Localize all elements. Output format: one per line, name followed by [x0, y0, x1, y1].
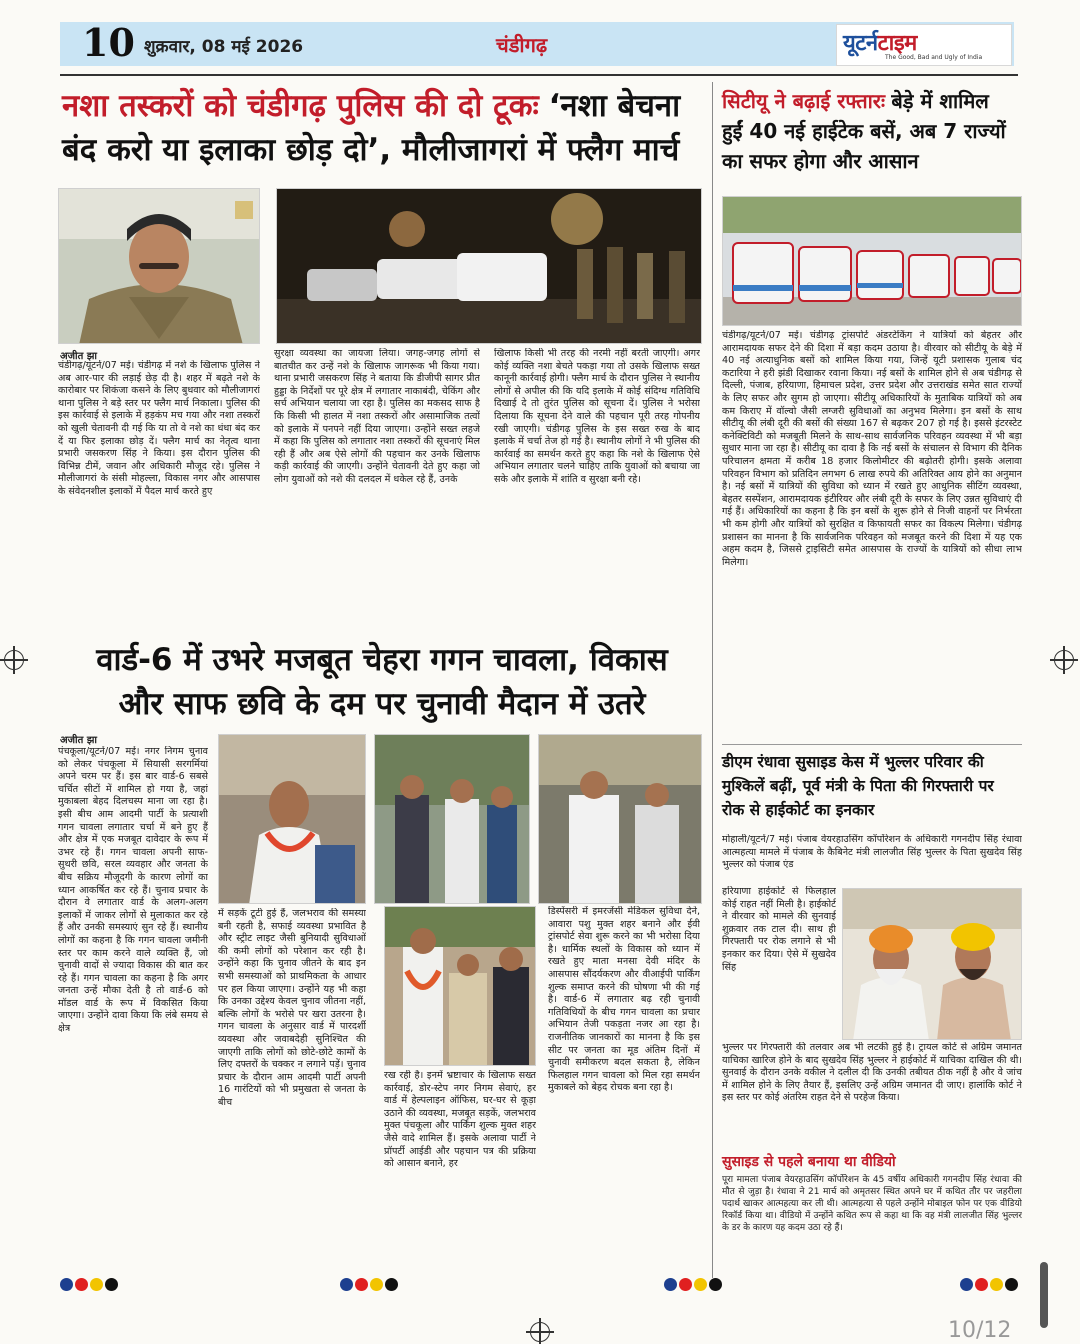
story3-headline-black-3: का सफर होगा और आसान [722, 149, 919, 173]
section-city: चंडीगढ़ [496, 33, 548, 57]
logo-text-2: टाइम [877, 31, 917, 56]
story2-headline-1: वार्ड-6 में उभरे मजबूत चेहरा गगन चावला, विकास [96, 642, 668, 678]
story2-headline-2: और साफ छवि के दम पर चुनावी मैदान में उतरे [118, 686, 646, 722]
story-divider [722, 744, 1022, 745]
scrollbar[interactable] [1040, 1262, 1048, 1328]
story1-byline: अजीत झा [60, 351, 97, 362]
story4-cont: भुल्लर पर गिरफ्तारी की तलवार अब भी लटकी हुई है। ट्रायल कोर्ट से अग्रिम जमानत याचिका खारिज होने के बाद सुखदेव सिंह भुल्लर ने हाईकोर्ट में याचिका दाखिल की थी। सुनवाई के दौरान उनके वकील ने दलील दी कि उनकी तबीयत ठीक नहीं है और वे जांच में शामिल होने के लिए तैयार हैं, इसलिए उन्हें अग्रिम जमानत दी जाए। हालांकि कोर्ट ने इस स्तर पर कोई अंतरिम राहत देने से परहेज किया। [722, 1042, 1022, 1104]
registration-dots-3 [664, 1276, 724, 1295]
column-divider [712, 82, 713, 1278]
registration-dots-2 [340, 1276, 400, 1295]
story4-headline-2: मुश्किलें बढ़ीं, पूर्व मंत्री के पिता की गिरफ्तारी पर [722, 777, 994, 795]
story2-headline [60, 638, 704, 726]
story4-side: हरियाणा हाईकोर्ट से फिलहाल कोई राहत नहीं मिली है। हाईकोर्ट ने वीरवार को मामले की सुनवाई शुक्रवार तक टाल दी। साथ ही गिरफ्तारी पर रोक लगाने से भी इनकार कर दिया। ऐसे में सुखदेव सिंह [722, 886, 836, 973]
story2-col4: डिस्पेंसरी में इमरजेंसी मेडिकल सुविधा देने, आवारा पशु मुक्त शहर बनाने और ईवी ट्रांसपोर्ट सेवा शुरू करने का भी भरोसा दिया है। धार्मिक स्थलों के विकास को ध्यान में रखते हुए माता मनसा देवी मंदिर के आसपास सौंदर्यकरण और वीआईपी पार्किंग शुल्क समाप्त करने की घोषणा भी की गई है। वार्ड-6 में लगातार बढ़ रही चुनावी गतिविधियों के बीच गगन चावला का प्रचार अभियान तेजी पकड़ता नजर आ रहा है। राजनीतिक जानकारों का मानना है कि इस सीट पर जनता का मूड अंतिम दिनों में चुनावी समीकरण बदल सकता है, लेकिन फिलहाल गगन चावला को मिल रहा समर्थन मुकाबले को बेहद रोचक बना रहा है। [548, 906, 700, 1094]
story4-headline-1: डीएम रंधावा सुसाइड केस में भुल्लर परिवार की [722, 753, 984, 771]
police-officer-portrait [58, 188, 260, 344]
campaign-photo-1 [218, 734, 366, 904]
story1-col1: चंडीगढ़/यूटर्न/07 मई। चंडीगढ़ में नशे के खिलाफ पुलिस ने अब आर-पार की लड़ाई छेड़ दी है। शहर में बढ़ते नशे के कारोबार पर शिकंजा कसने के लिए बुधवार को मौलीजागरां थाना पुलिस ने बड़े स्तर पर फ्लैग मार्च निकाला। पुलिस की इस कार्रवाई से इलाके में हड़कंप मच गया और नशा तस्करों को खुली चेतावनी दी गई कि या तो वे नशे का धंधा बंद कर दें या फिर इलाका छोड़ दें। फ्लैग मार्च का नेतृत्व थाना प्रभारी जसकरण सिंह ने किया। इस दौरान पुलिस की विभिन्न टीमें, जवान और अधिकारी मौजूद रहे। पुलिस ने मौलीजागरां के संसी मोहल्ला, विकास नगर और आसपास के संवेदनशील इलाकों में पैदल मार्च करते हुए [58, 360, 260, 497]
story3-headline-red: सिटीयू ने बढ़ाई रफ्तारः [722, 89, 885, 113]
masthead-logo [836, 24, 1012, 66]
story1-headline [62, 84, 702, 172]
registration-mark-bottom [530, 1322, 550, 1342]
page-indicator: 10/12 [948, 1318, 1012, 1343]
registration-dots-4 [960, 1276, 1020, 1295]
story2-byline: अजीत झा [60, 735, 97, 746]
story4-lead: मोहाली/यूटर्न/7 मई। पंजाब वेयरहाउसिंग कॉर्पोरेशन के अधिकारी गगनदीप सिंह रंधावा आत्महत्या मामले में पंजाब के कैबिनेट मंत्री लालजीत सिंह भुल्लर के पिता सुखदेव सिंह भुल्लर को पंजाब एंड [722, 834, 1022, 871]
campaign-photo-4 [384, 906, 536, 1066]
story3-body: चंडीगढ़/यूटर्न/07 मई। चंडीगढ़ ट्रांसपोर्ट अंडरटेकिंग ने यात्रियों को बेहतर और आरामदायक सफर देने की दिशा में बड़ा कदम उठाया है। वीरवार को सीटीयू के बेड़े में 40 नई अत्याधुनिक बसों को शामिल किया गया, जिन्हें यूटी प्रशासक गुलाब चंद कटारिया ने हरी झंडी दिखाकर रवाना किया। नई बसों के शामिल होने से अब चंडीगढ़ से दिल्ली, पंजाब, हरियाणा, हिमाचल प्रदेश, उत्तर प्रदेश और उत्तराखंड समेत सात राज्यों के लिए सफर और सुगम हो जाएगा। सीटीयू अधिकारियों के मुताबिक यात्रियों को अब कम किराए में वॉल्वो जैसी लग्जरी सुविधाओं का अनुभव मिलेगा। इन बसों के साथ सीटीयू की लंबी दूरी की बसों की संख्या 167 से बढ़कर 207 हो गई है। इससे इंटरस्टेट कनेक्टिविटी को मजबूती मिलने के साथ-साथ सार्वजनिक परिवहन व्यवस्था में भी बड़ा सुधार माना जा रहा है। सीटीयू का दावा है कि नई बसों के संचालन से विभाग की दैनिक परिचालन क्षमता में करीब 18 हजार किलोमीटर की बढ़ोतरी होगी। इसके अलावा परिवहन विभाग को प्रतिदिन लगभग 6 लाख रुपये की अतिरिक्त आय होने का अनुमान है। नई बसों में यात्रियों की सुविधा को ध्यान में रखते हुए आधुनिक सीटिंग व्यवस्था, बेहतर सस्पेंशन, आरामदायक इंटीरियर और लंबी दूरी के सफर के लिए उन्नत सुविधाएं दी गई हैं। अधिकारियों का कहना है कि इन बसों के शुरू होने से निजी वाहनों पर निर्भरता भी कम होगी और यात्रियों को सुरक्षित व किफायती सफर का विकल्प मिलेगा। चंडीगढ़ प्रशासन का मानना है कि सार्वजनिक परिवहन को मजबूत करने की दिशा में यह एक अहम कदम है, जिससे ट्राइसिटी समेत आसपास के राज्यों के यात्रियों को सीधा लाभ मिलेगा। [722, 330, 1022, 568]
story2-col3: रख रही है। इनमें भ्रष्टाचार के खिलाफ सख्त कार्रवाई, डोर-स्टेप नगर निगम सेवाएं, हर वार्ड में हेल्पलाइन ऑफिस, घर-घर से कूड़ा उठाने की व्यवस्था, मजबूत सड़कें, जलभराव मुक्त पंचकूला और पार्किंग शुल्क मुक्त शहर जैसे वादे शामिल हैं। इसके अलावा पार्टी ने प्रॉपर्टी आईडी और पहचान पत्र की प्रक्रिया को आसान बनाने, हर [384, 1070, 536, 1170]
story4-headline-3: रोक से हाईकोर्ट का इनकार [722, 801, 875, 819]
page-number: 10 [82, 20, 135, 65]
header-rule [60, 74, 1018, 76]
story4-sub-body: पूरा मामला पंजाब वेयरहाउसिंग कॉर्पोरेशन के 45 वर्षीय अधिकारी गगनदीप सिंह रंधावा की मौत से जुड़ा है। रंधावा ने 21 मार्च को अमृतसर स्थित अपने घर में कथित तौर पर जहरीला पदार्थ खाकर आत्महत्या कर ली थी। आत्महत्या से पहले उन्होंने मोबाइल फोन पर एक वीडियो रिकॉर्ड किया था। वीडियो में उन्होंने कथित रूप से कहा था कि वह मंत्री लालजीत सिंह भुल्लर के डर के कारण यह कदम उठा रहे हैं। [722, 1175, 1022, 1233]
story1-headline-black-1: ‘नशा बेचना [548, 88, 681, 124]
registration-mark-right [1054, 650, 1074, 670]
registration-dots-1 [60, 1276, 120, 1295]
registration-mark-left [4, 650, 24, 670]
story1-headline-black-2: बंद करो या इलाका छोड़ दो’, मौलीजागरां में फ्लैग मार्च [62, 132, 680, 168]
story3-headline-black-1: बेड़े में शामिल [891, 89, 989, 113]
story4-subhead: सुसाइड से पहले बनाया था वीडियो [722, 1154, 896, 1170]
story3-headline [722, 86, 1022, 176]
issue-date: शुक्रवार, 08 मई 2026 [144, 37, 304, 57]
bhullar-father-son-photo [842, 888, 1022, 1040]
story4-headline [722, 750, 1022, 822]
night-flag-march-photo [276, 188, 702, 344]
story1-col3: खिलाफ किसी भी तरह की नरमी नहीं बरती जाएगी। अगर कोई व्यक्ति नशा बेचते पकड़ा गया तो उसके खिलाफ सख्त कानूनी कार्रवाई होगी। फ्लैग मार्च के दौरान पुलिस ने स्थानीय लोगों से अपील की कि यदि इलाके में कोई संदिग्ध गतिविधि दिखाई दे तो तुरंत पुलिस को सूचना दें। पुलिस ने भरोसा दिलाया कि सूचना देने वाले की पहचान पूरी तरह गोपनीय रखी जाएगी। चंडीगढ़ पुलिस के इस सख्त रुख के बाद इलाके में चर्चा तेज हो गई है। स्थानीय लोगों ने भी पुलिस की कार्रवाई का समर्थन करते हुए कहा कि नशे के खिलाफ ऐसे अभियान लगातार चलने चाहिए ताकि युवाओं को बचाया जा सके और इलाके में शांति व सुरक्षा बनी रहे। [494, 348, 700, 485]
logo-tagline: The Good, Bad and Ugly of India [885, 54, 983, 61]
story2-col2: में सड़कें टूटी हुई हैं, जलभराव की समस्या बनी रहती है, सफाई व्यवस्था प्रभावित है और स्ट्रीट लाइट जैसी बुनियादी सुविधाओं की कमी लोगों को परेशान कर रही है। उन्होंने कहा कि चुनाव जीतने के बाद इन सभी समस्याओं को प्राथमिकता के आधार पर हल किया जाएगा। उन्होंने यह भी कहा कि उनका उद्देश्य केवल चुनाव जीतना नहीं, बल्कि लोगों के भरोसे पर खरा उतरना है। गगन चावला के अनुसार वार्ड में पारदर्शी व्यवस्था और जवाबदेही सुनिश्चित की जाएगी ताकि लोगों को छोटे-छोटे कामों के लिए दफ्तरों के चक्कर न लगाने पड़ें। चुनाव प्रचार के दौरान आम आदमी पार्टी अपनी 16 गारंटियों को भी प्रमुखता से जनता के बीच [218, 908, 366, 1108]
campaign-photo-2 [374, 734, 530, 904]
story1-col2: सुरक्षा व्यवस्था का जायजा लिया। जगह-जगह लोगों से बातचीत कर उन्हें नशे के खिलाफ जागरूक भी किया गया। थाना प्रभारी जसकरण सिंह ने बताया कि डीजीपी सागर प्रीत हुड्डा के निर्देशों पर पूरे क्षेत्र में लगातार नाकाबंदी, चेकिंग और सर्च अभियान चलाया जा रहा है। पुलिस का मकसद साफ है कि किसी भी हालत में नशा तस्करों और असामाजिक तत्वों को इलाके में पनपने नहीं दिया जाएगा। उन्होंने सख्त लहजे में कहा कि पुलिस को लगातार नशा तस्करों की सूचनाएं मिल रही हैं और अब ऐसे लोगों की पहचान कर उनके खिलाफ कड़ी कार्रवाई की जाएगी। उन्होंने चेतावनी देते हुए कहा जो लोग युवाओं को नशे की दलदल में धकेल रहे हैं, उनके [274, 348, 480, 485]
bus-fleet-photo [722, 196, 1022, 326]
story1-headline-red: नशा तस्करों को चंडीगढ़ पुलिस की दो टूकः [62, 88, 539, 124]
logo-text-1: यूटर्न [843, 31, 878, 56]
story2-col1: पंचकूला/यूटर्न/07 मई। नगर निगम चुनाव को लेकर पंचकूला में सियासी सरगर्मियां अपने चरम पर हैं। इस बार वार्ड-6 सबसे चर्चित सीटों में शामिल हो गया है, जहां मुकाबला बेहद दिलचस्प माना जा रहा है। इसी बीच आम आदमी पार्टी के प्रत्याशी गगन चावला लगातार चर्चा में बने हुए हैं और क्षेत्र में एक मजबूत दावेदार के रूप में उभर रहे हैं। गगन चावला अपनी साफ-सुथरी छवि, सरल व्यवहार और जनता के बीच सक्रिय मौजूदगी के कारण लोगों का ध्यान आकर्षित कर रहे हैं। चुनाव प्रचार के दौरान वे लगातार वार्ड के अलग-अलग इलाकों में जाकर लोगों से मुलाकात कर रहे हैं और उनकी समस्याएं सुन रहे हैं। स्थानीय लोगों का कहना है कि गगन चावला जमीनी स्तर पर काम करने वाले व्यक्ति हैं, जो चुनावी वादों से ज्यादा विकास की बात कर रहे हैं। गगन चावला का कहना है कि अगर जनता उन्हें मौका देती है तो वार्ड-6 को मॉडल वार्ड के रूप में विकसित किया जाएगा। उन्होंने दावा किया कि लंबे समय से क्षेत्र [58, 746, 208, 1035]
campaign-photo-3 [538, 734, 702, 904]
story3-headline-black-2: हुईं 40 नई हाईटेक बसें, अब 7 राज्यों [722, 119, 1006, 143]
